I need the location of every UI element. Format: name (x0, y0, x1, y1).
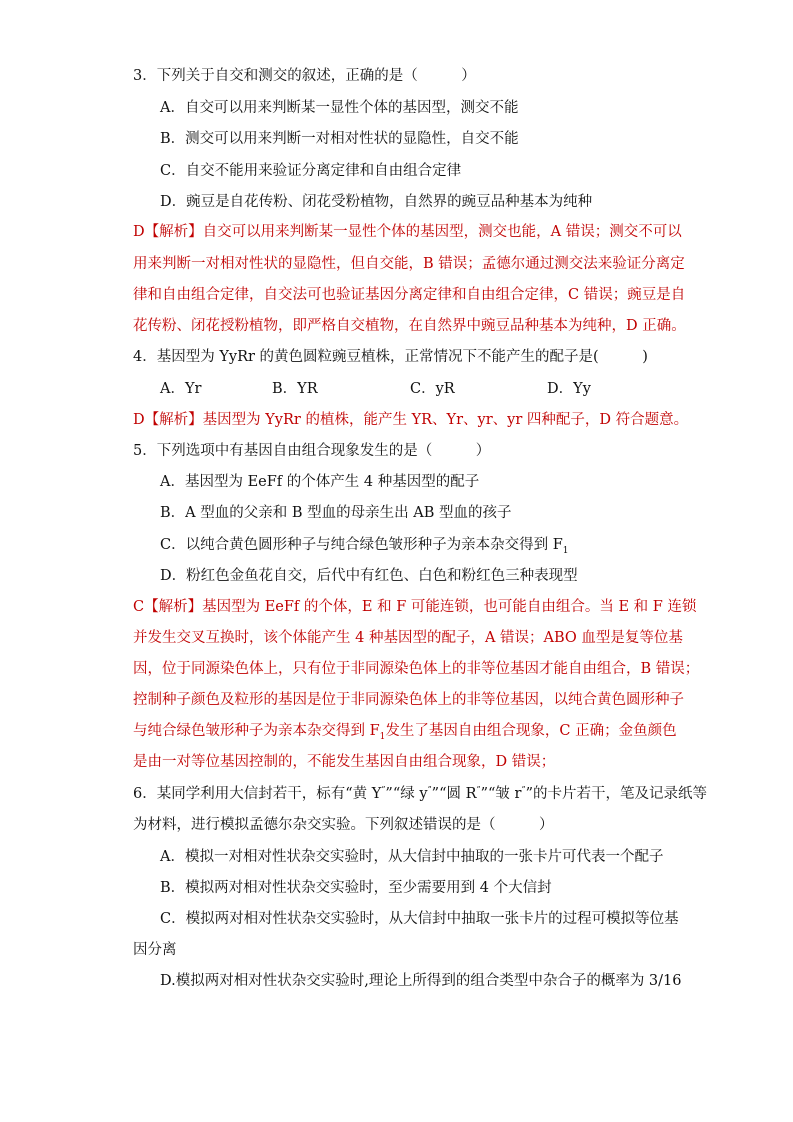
question-5-option-d: D．粉红色金鱼花自交，后代中有红色、白色和粉红色三种表现型 (160, 568, 578, 584)
question-5-stem: 5．下列选项中有基因自由组合现象发生的是（ ） (133, 443, 491, 459)
question-5-analysis-line-2: 并发生交叉互换时，该个体能产生 4 种基因型的配子，A 错误；ABO 血型是复等位基 (133, 630, 683, 646)
question-4-option-a: A．Yr (160, 381, 202, 397)
question-3-option-b: B．测交可以用来判断一对相对性状的显隐性，自交不能 (160, 131, 519, 147)
question-5-analysis-line-6 (133, 752, 555, 772)
question-3-option-a: A．自交可以用来判断某一显性个体的基因型，测交不能 (160, 100, 519, 116)
question-5-analysis-line-6-text: 由一对等位基因控制的，不能发生基因自由组合现象，D 错误； (147, 754, 556, 770)
question-4-option-d: D．Yy (547, 381, 591, 397)
question-5-analysis-line-6-prefix: 是 (133, 754, 148, 770)
question-3-analysis-line-2: 用来判断一对相对性状的显隐性，但自交能，B 错误；孟德尔通过测交法来验证分离定 (133, 256, 685, 272)
q6-sup-2: ” (427, 785, 432, 795)
question-5-option-b: B．A 型血的父亲和 B 型血的母亲生出 AB 型血的孩子 (160, 505, 512, 521)
question-5-option-c (160, 535, 569, 555)
question-6-option-c: C．模拟两对相对性状杂交实验时，从大信封中抽取一张卡片的过程可模拟等位基 (160, 911, 679, 927)
q6-stem-part-5: ”的卡片若干，笔及记录纸等 (525, 786, 707, 802)
q6-sup-1: ” (381, 785, 386, 795)
question-3-analysis-line-1: D【解析】自交可以用来判断某一显性个体的基因型，测交也能，A 错误；测交不可以 (133, 224, 682, 240)
question-5-analysis-line-4: 控制种子颜色及粒形的基因是位于非同源染色体上的非等位基因，以纯合黄色圆形种子 (133, 692, 684, 708)
question-6-option-b: B．模拟两对相对性状杂交实验时，至少需要用到 4 个大信封 (160, 880, 552, 896)
question-4-stem: 4．基因型为 YyRr 的黄色圆粒豌豆植株，正常情况下不能产生的配子是( ) (133, 349, 648, 365)
question-6-option-c-continued: 因分离 (133, 942, 177, 958)
q6-sup-4: ” (521, 785, 526, 795)
q6-stem-part-4: ”“皱 r (480, 786, 522, 802)
q6-sup-3: ” (476, 785, 481, 795)
question-5-option-a: A．基因型为 EeFf 的个体产生 4 种基因型的配子 (160, 474, 480, 490)
question-4-option-b: B．YR (272, 381, 318, 397)
question-3-analysis-line-3: 律和自由组合定律，自交法可也验证基因分离定律和自由组合定律，C 错误；豌豆是自 (133, 287, 686, 303)
question-4-analysis: D【解析】基因型为 YyRr 的植株，能产生 YR、Yr、yr、yr 四种配子，D 符合题意。 (133, 412, 689, 428)
question-4-option-c: C．yR (410, 381, 455, 397)
question-5-analysis-subscript: 1 (379, 731, 386, 742)
question-5-analysis-line-5-end: 发生了基因自由组合现象，C 正确；金鱼颜色 (385, 723, 677, 739)
question-6-stem-line-1 (133, 784, 707, 804)
question-5-analysis-line-5-start: 与纯合绿色皱形种子为亲本杂交得到 F (133, 723, 380, 739)
q6-stem-part-1: 6．某同学利用大信封若干，标有“黄 Y (133, 786, 382, 802)
question-5-option-c-text: C．以纯合黄色圆形种子与纯合绿色皱形种子为亲本杂交得到 F (160, 537, 563, 553)
q6-stem-part-2: ”“绿 y (385, 786, 428, 802)
question-6-option-d: D.模拟两对相对性状杂交实验时,理论上所得到的组合类型中杂合子的概率为 3/16 (160, 973, 682, 989)
question-3-option-c: C．自交不能用来验证分离定律和自由组合定律 (160, 163, 462, 179)
q6-stem-part-3: ”“圆 R (431, 786, 477, 802)
question-3-stem: 3．下列关于自交和测交的叙述，正确的是（ ） (133, 68, 476, 84)
question-5-option-c-subscript: 1 (562, 545, 569, 556)
question-5-analysis-line-1: C【解析】基因型为 EeFf 的个体，E 和 F 可能连锁，也可能自由组合。当 E 和 F 连锁 (133, 599, 697, 615)
question-3-option-d: D．豌豆是自花传粉、闭花受粉植物，自然界的豌豆品种基本为纯种 (160, 194, 593, 210)
question-6-option-a: A．模拟一对相对性状杂交实验时，从大信封中抽取的一张卡片可代表一个配子 (160, 849, 664, 865)
question-6-stem-line-2: 为材料，进行模拟孟德尔杂交实验。下列叙述错误的是（ ） (133, 817, 554, 833)
question-5-analysis-line-3: 因，位于同源染色体上，只有位于非同源染色体上的非等位基因才能自由组合，B 错误； (133, 661, 700, 677)
question-5-analysis-line-5 (133, 721, 677, 741)
question-3-analysis-line-4: 花传粉、闭花授粉植物，即严格自交植物，在自然界中豌豆品种基本为纯种，D 正确。 (133, 318, 686, 334)
